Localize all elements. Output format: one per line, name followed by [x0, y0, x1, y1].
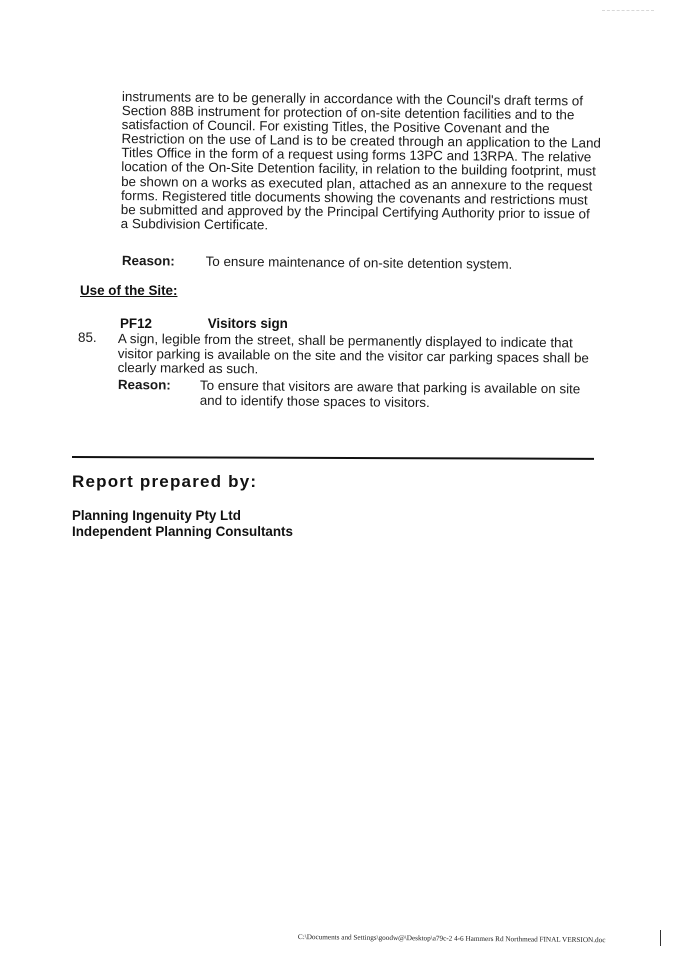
condition-code: PF12	[120, 316, 153, 331]
reason-label: Reason:	[117, 377, 171, 393]
section-divider	[72, 456, 594, 460]
scan-artifact-mark	[602, 10, 654, 12]
scan-edge-mark	[660, 930, 661, 946]
condition-body-paragraph: instruments are to be generally in accordance with the Council's draft terms of Section 88B instrument for protection of on-site detention facilities and to the satisfaction of Council. For existing Titles, the Positive Covenant and the Restriction on the use of Land is to be created through an application to the Land Titles Office in the form of a request using forms 13PC and 13RPA. The relative location of the On-Site Detention facility, in relation to the building footprint, must be shown on a works as executed plan, attached as an annexure to the request forms. Registered title documents showing the covenants and restrictions must be submitted and approved by the Principal Certifying Authority prior to issue of a Subdivision Certificate.	[120, 89, 602, 233]
company-block	[72, 508, 293, 540]
reason-text: To ensure maintenance of on-site detention system.	[205, 253, 513, 272]
condition-number: 85.	[78, 330, 97, 345]
reason-row-osd	[122, 253, 513, 272]
report-prepared-heading: Report prepared by:	[72, 472, 258, 491]
condition-text: A sign, legible from the street, shall be permanently displayed to indicate that visitor parking is available on the site and the visitor car parking spaces shall be clearly marked as such.	[117, 331, 590, 377]
condition-heading	[120, 316, 288, 331]
footer-file-path: C:\Documents and Settings\goodw@\Desktop\a79c-2 4-6 Hammers Rd Northmead FINAL VERSION.doc	[297, 933, 606, 945]
section-heading-use-of-site: Use of the Site:	[80, 283, 178, 298]
reason-text: To ensure that visitors are aware that parking is available on site and to identify those spaces to visitors.	[199, 377, 581, 410]
reason-label: Reason:	[121, 253, 175, 269]
company-description: Independent Planning Consultants	[72, 524, 293, 539]
company-name: Planning Ingenuity Pty Ltd	[72, 508, 241, 523]
condition-title: Visitors sign	[207, 316, 288, 331]
reason-row-visitors	[118, 377, 598, 412]
